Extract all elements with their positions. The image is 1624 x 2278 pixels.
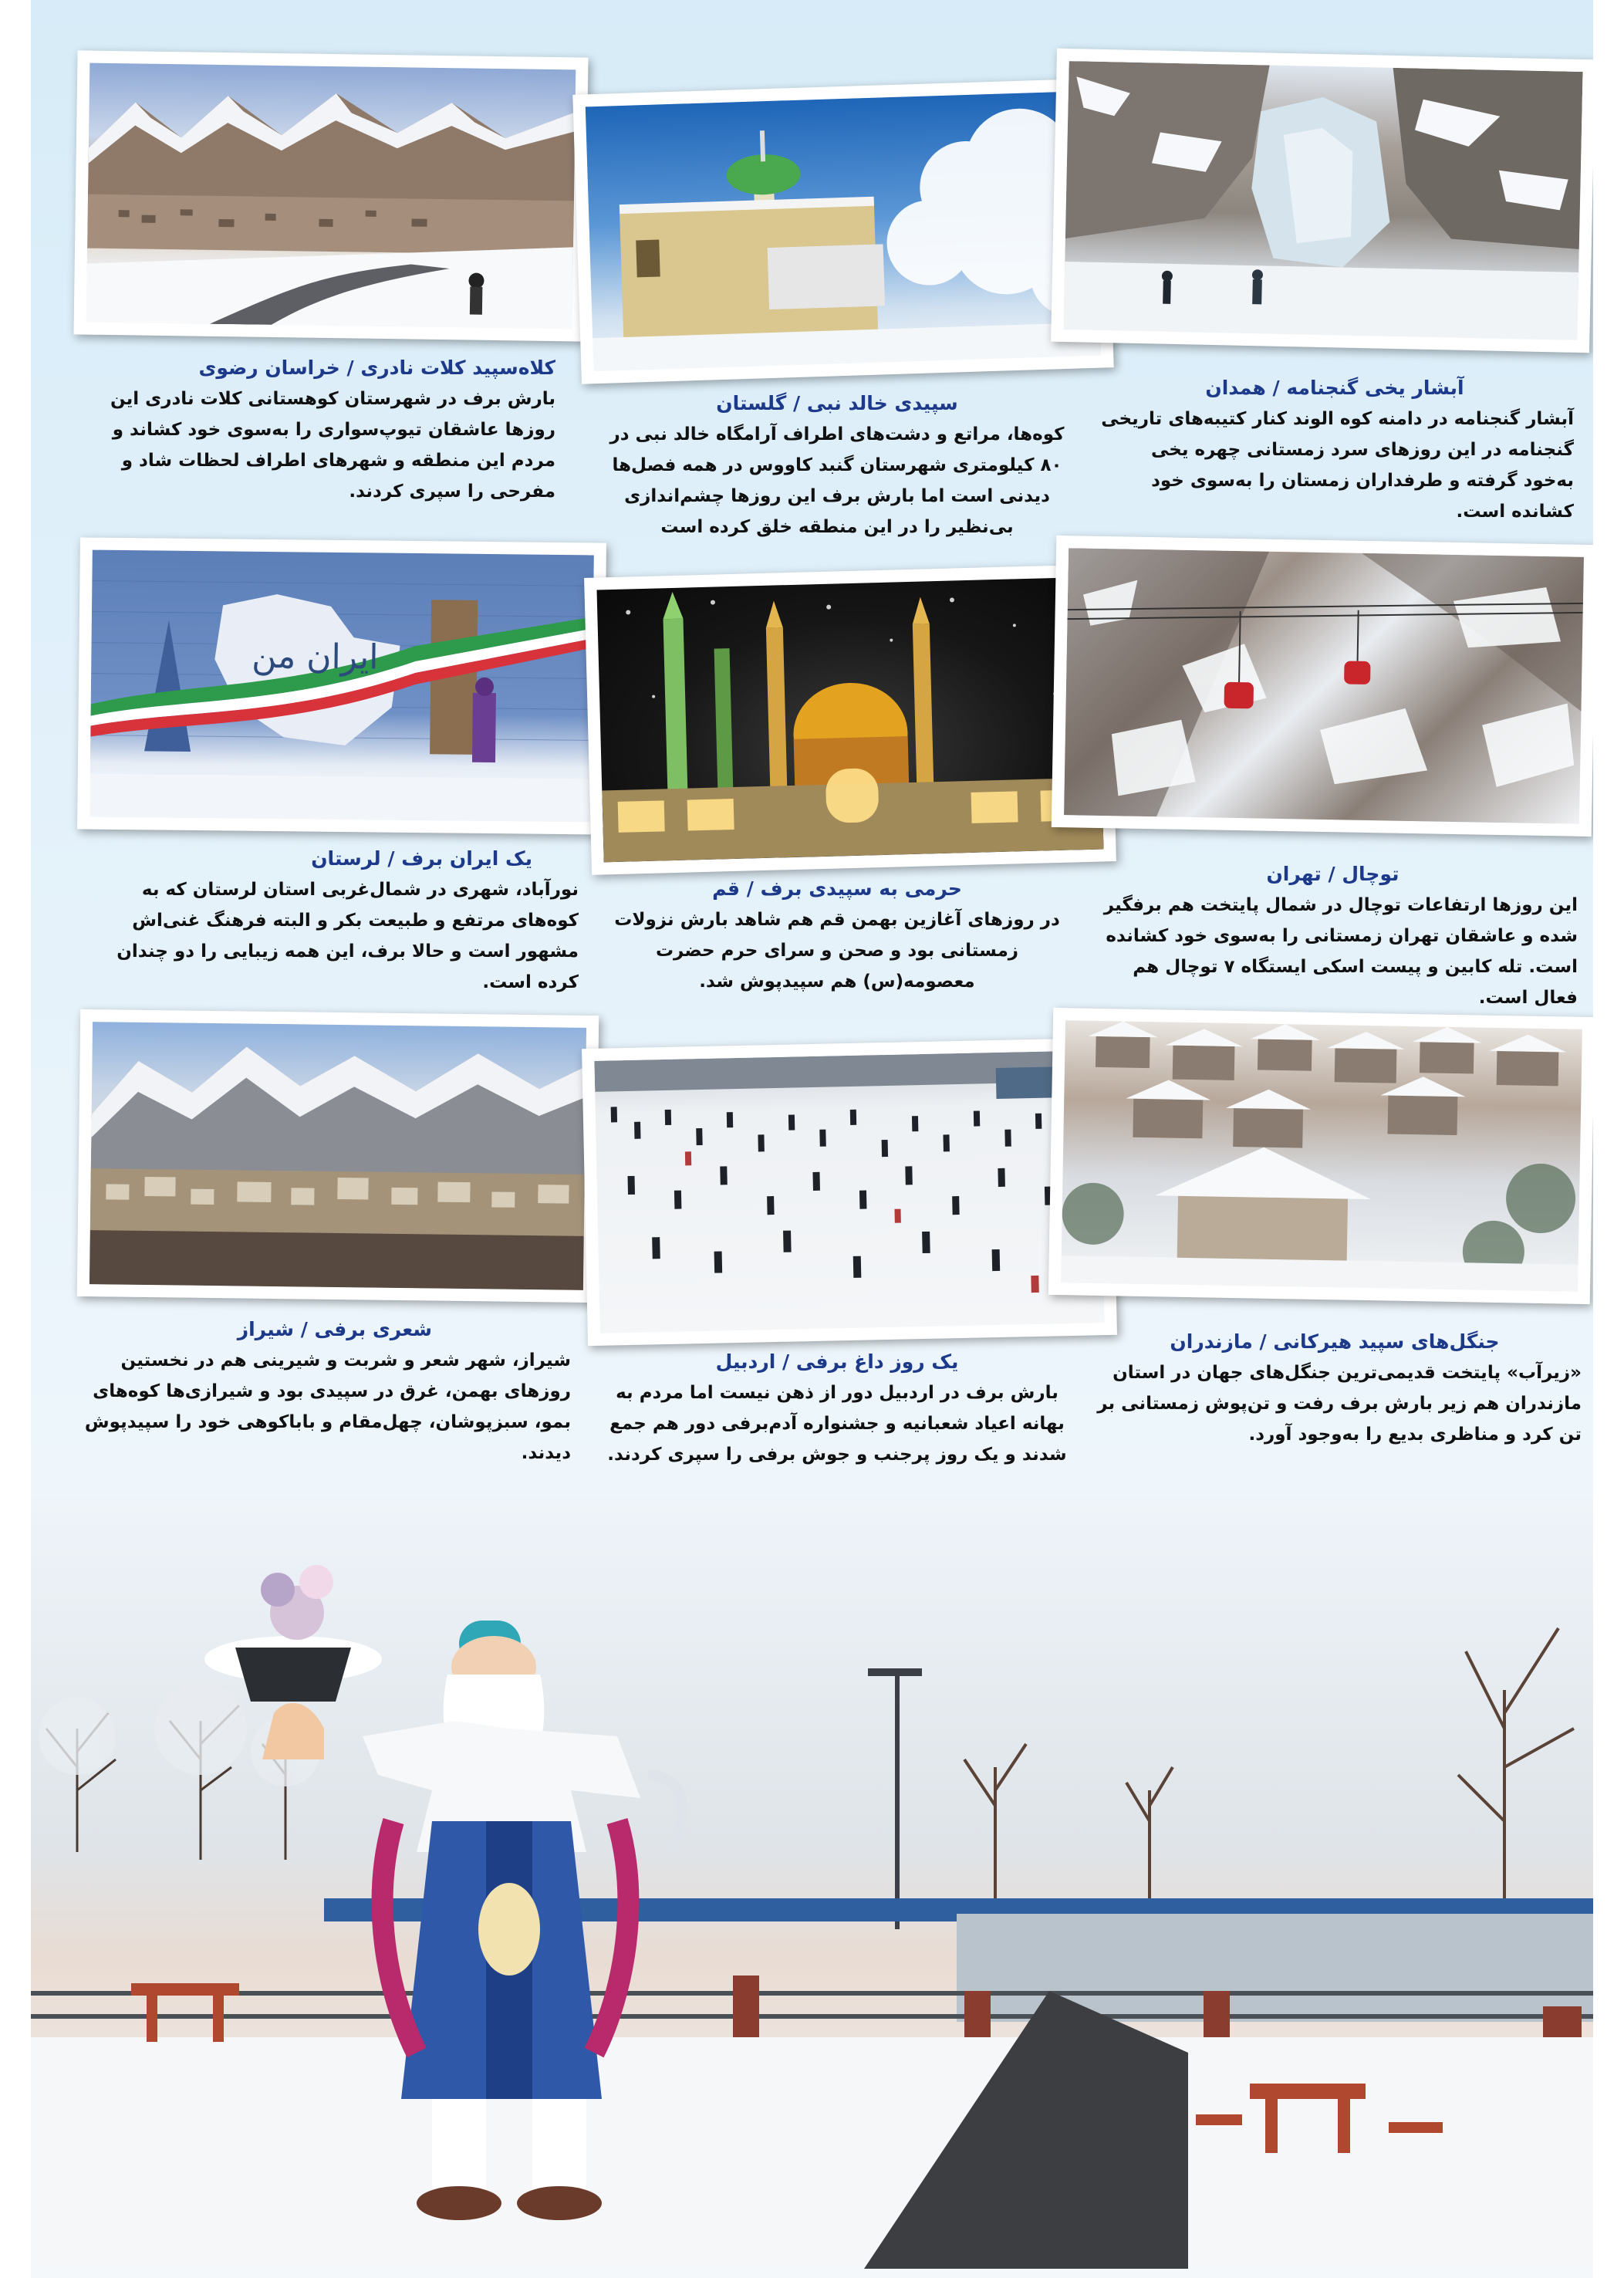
- photo-hyrcanian: [1048, 1008, 1593, 1304]
- caption-body: در روزهای آغازین بهمن قم هم شاهد بارش نزولات زمستانی بود و صحن و سرای حرم حضرت معصومه(س) هم سپیدپوش شد.: [614, 910, 1060, 992]
- magazine-page: [31, 0, 1593, 2278]
- caption-title: توچال / تهران: [1266, 863, 1399, 885]
- caption-hyrcanian: [1088, 1330, 1582, 1450]
- qom-shrine-art: [596, 577, 1103, 863]
- caption-body: نورآباد، شهری در شمال‌غربی استان لرستان که به کوه‌های مرتفع و طبیعت بکر و البته فرهنگ غنی‌اش مشهور است و حالا برف، این همه زیبایی را دو چندان کرده است.: [116, 880, 579, 992]
- ardabil-crowd-art: [594, 1050, 1104, 1333]
- mural-text: ایران من: [251, 636, 379, 678]
- photo-ardabil: [582, 1038, 1117, 1346]
- caption-kalat: [77, 357, 555, 507]
- shiraz-art: [89, 1022, 586, 1290]
- caption-body: بارش برف در شهرستان کوهستانی کلات نادری این روزها عاشقان تیوپ‌سواری را به‌سوی خود کشاند و مردم این منطقه و شهرهای اطراف لحظات شاد و مفرحی را سپری کردند.: [110, 389, 555, 502]
- caption-ganjnameh: [1096, 377, 1574, 527]
- caption-title: جنگل‌های سپید هیرکانی / مازندران: [1170, 1330, 1500, 1353]
- caption-qom: [586, 877, 1088, 997]
- caption-title: سپیدی خالد نبی / گلستان: [716, 392, 958, 414]
- khaled-nabi-art: [586, 91, 1101, 371]
- kalat-mountains-art: [86, 63, 576, 330]
- caption-body: آبشار گنجنامه در دامنه کوه الوند کنار کتیبه‌های تاریخی گنجنامه در این روزهای سرد زمستانی چهره یخی به‌خود گرفته و طرفداران زمستان را به‌سوی خود کشانده است.: [1101, 409, 1574, 522]
- photo-shiraz: [77, 1009, 599, 1303]
- caption-title: یک روز داغ برفی / اردبیل: [715, 1350, 959, 1373]
- photo-ganjnameh: [1051, 49, 1593, 353]
- caption-body: کوه‌ها، مراتع و دشت‌های اطراف آرامگاه خالد نبی در ۸۰ کیلومتری شهرستان گنبد کاووس در همه فصل‌ها دیدنی است اما بارش برف این روزها چشم‌اندازی بی‌نظیر را در این منطقه خلق کرده است: [609, 424, 1065, 537]
- caption-ardabil: [586, 1350, 1088, 1470]
- photo-tochal: [1052, 536, 1593, 837]
- caption-tochal: [1088, 863, 1578, 1013]
- caption-title: حرمی به سپیدی برف / قم: [712, 877, 962, 900]
- caption-body: این روزها ارتفاعات توچال در شمال پایتخت هم برفگیر شده و عاشقان تهران زمستانی را به‌سوی خود کشانده است. تله کابین و پیست اسکی ایستگاه ۷ توچال هم فعال است.: [1103, 895, 1578, 1008]
- caption-body: «زیرآب» پایتخت قدیمی‌ترین جنگل‌های جهان در استان مازندران هم زیر بارش برف رفت و تن‌پوش زمستانی بر تن کرد و مناظری بدیع را به‌وجود آورد.: [1097, 1363, 1582, 1445]
- caption-title: شعری برفی / شیراز: [237, 1318, 432, 1340]
- photo-qom: [584, 564, 1116, 875]
- hyrcanian-art: [1061, 1020, 1582, 1292]
- caption-khaled-nabi: [586, 392, 1088, 542]
- tochal-art: [1064, 548, 1584, 824]
- caption-lorestan: [77, 847, 579, 998]
- statue-park-art: [31, 1497, 1593, 2269]
- photo-lorestan: [77, 537, 606, 834]
- photo-khaled-nabi: [572, 78, 1113, 384]
- lorestan-mural-art: [89, 550, 594, 823]
- photo-statue-park: [31, 1497, 1593, 2269]
- ganjnameh-art: [1063, 61, 1582, 340]
- photo-kalat: [73, 50, 588, 341]
- caption-title: یک ایران برف / لرستان: [311, 847, 532, 870]
- caption-shiraz: [77, 1318, 571, 1469]
- caption-title: آبشار یخی گنجنامه / همدان: [1205, 377, 1464, 399]
- caption-body: شیراز، شهر شعر و شربت و شیرینی هم در نخستین روزهای بهمن، غرق در سپیدی بود و شیرازی‌ها کوه‌های بمو، سبزپوشان، چهل‌مقام و باباکوهی خود را سپیدپوش دیدند.: [84, 1350, 571, 1463]
- caption-title: کلاه‌سپید کلات نادری / خراسان رضوی: [198, 357, 555, 379]
- caption-body: بارش برف در اردبیل دور از ذهن نیست اما مردم به بهانه اعیاد شعبانیه و جشنواره آدم‌برفی دور هم جمع شدند و یک روز پرجنب و جوش برفی را سپری کردند.: [607, 1383, 1067, 1465]
